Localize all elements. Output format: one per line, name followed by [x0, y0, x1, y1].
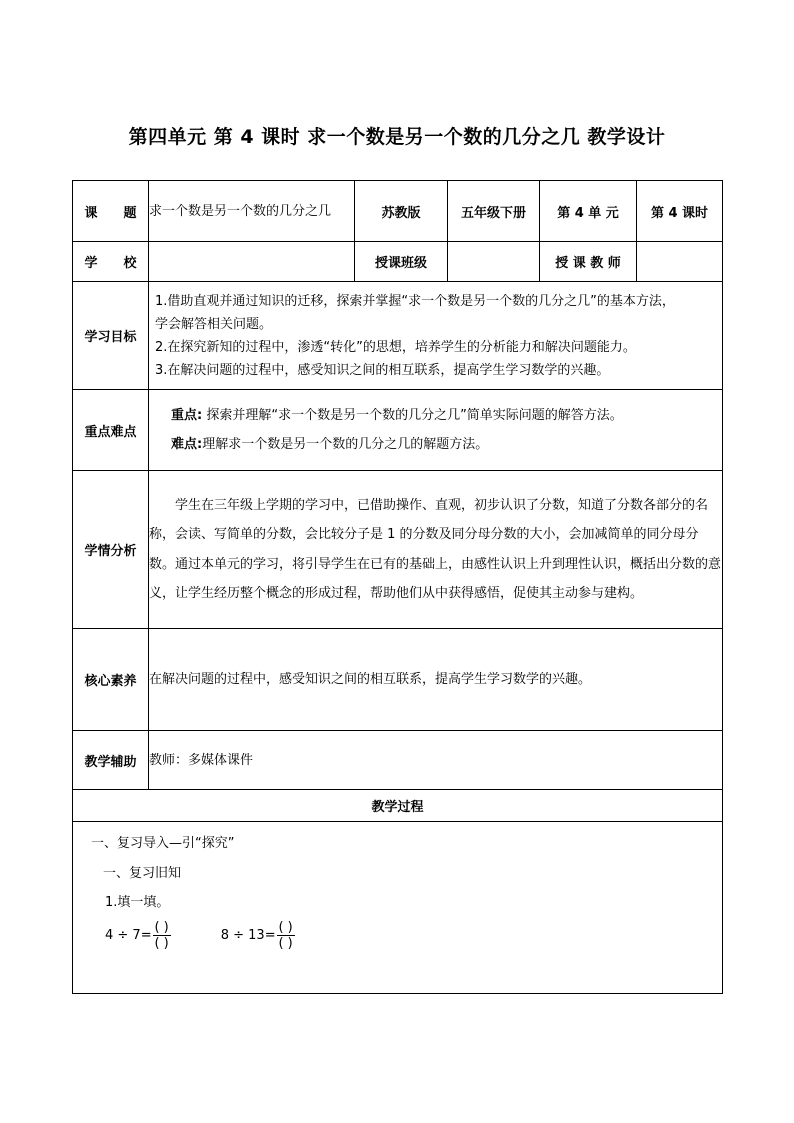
- school-value: [149, 242, 355, 282]
- row-topic: [73, 181, 723, 242]
- difficult-text: 理解求一个数是另一个数的几分之几的解题方法。: [202, 437, 489, 452]
- expression-1: 4 ÷ 7=: [105, 928, 152, 943]
- row-school: [73, 242, 723, 282]
- row-aids: [73, 731, 723, 790]
- grade-value: 五年级下册: [448, 181, 540, 242]
- unit-value: 第 4 单 元: [540, 181, 637, 242]
- expression-2: 8 ÷ 13=: [220, 928, 276, 943]
- publisher-value: 苏教版: [355, 181, 448, 242]
- process-heading: 一、复习导入—引“探究”: [91, 836, 235, 851]
- core-text: 在解决问题的过程中，感受知识之间的相互联系，提高学生学习数学的兴趣。: [149, 629, 723, 731]
- lesson-plan-table: [72, 180, 723, 994]
- teacher-value: [637, 242, 723, 282]
- difficult-point: [149, 430, 722, 459]
- label-class: 授课班级: [355, 242, 448, 282]
- label-goals: 学习目标: [73, 282, 149, 390]
- key-text: 探索并理解“求一个数是另一个数的几分之几”简单实际问题的解答方法。: [202, 408, 623, 423]
- topic-value: 求一个数是另一个数的几分之几: [149, 181, 355, 242]
- row-core: [73, 629, 723, 731]
- fraction-blank: [153, 920, 171, 951]
- lesson-value: 第 4 课时: [637, 181, 723, 242]
- page-title: 第四单元 第 4 课时 求一个数是另一个数的几分之几 教学设计: [128, 126, 666, 148]
- denominator-blank: ( ): [154, 936, 169, 951]
- exercise-1: [105, 920, 171, 951]
- goal-line: 学会解答相关问题。: [155, 316, 273, 332]
- numerator-blank: ( ): [278, 920, 293, 935]
- key-label: 重点:: [171, 408, 203, 423]
- exercise-heading: 1.填一填。: [105, 895, 170, 910]
- row-process-title: [73, 790, 723, 822]
- numerator-blank: ( ): [154, 920, 169, 935]
- row-goals: [73, 282, 723, 390]
- label-school: 学 校: [73, 242, 149, 282]
- class-value: [448, 242, 540, 282]
- label-key-difficult: 重点难点: [73, 390, 149, 471]
- fraction-blank: [277, 920, 295, 951]
- goal-line: 3.在解决问题的过程中，感受知识之间的相互联系，提高学生学习数学的兴趣。: [155, 362, 610, 378]
- label-analysis: 学情分析: [73, 471, 149, 629]
- key-point: [149, 401, 722, 430]
- exercise-2: [221, 920, 295, 951]
- goals-content: [149, 282, 723, 390]
- label-teacher: 授 课 教 师: [540, 242, 637, 282]
- label-aids: 教学辅助: [73, 731, 149, 790]
- row-process: [73, 822, 723, 994]
- difficult-label: 难点:: [171, 437, 203, 452]
- process-title: 教学过程: [73, 790, 723, 822]
- process-content: [73, 822, 723, 994]
- aids-text: 教师：多媒体课件: [149, 731, 723, 790]
- key-difficult-content: [149, 390, 723, 471]
- label-core: 核心素养: [73, 629, 149, 731]
- goal-line: 1.借助直观并通过知识的迁移，探索并掌握“求一个数是另一个数的几分之几”的基本方法，: [155, 293, 675, 309]
- label-topic: 课 题: [73, 181, 149, 242]
- process-subheading: 一、复习旧知: [103, 866, 182, 881]
- goal-line: 2.在探究新知的过程中，渗透“转化”的思想，培养学生的分析能力和解决问题能力。: [155, 339, 636, 355]
- exercise-row: [105, 920, 295, 951]
- analysis-text: 学生在三年级上学期的学习中，已借助操作、直观，初步认识了分数，知道了分数各部分的名称，会读、写简单的分数，会比较分子是 1 的分数及同分母分数的大小，会加减简单的同分母分数。通过本单元的学习，将引导学生在已有的基础上，由感性认识上升到理性认识，概括出分数的意义，让学生经历整个概念的形成过程，帮助他们从中获得感悟，促使其主动参与建构。: [149, 471, 723, 629]
- denominator-blank: ( ): [278, 936, 293, 951]
- row-key-difficult: [73, 390, 723, 471]
- row-analysis: [73, 471, 723, 629]
